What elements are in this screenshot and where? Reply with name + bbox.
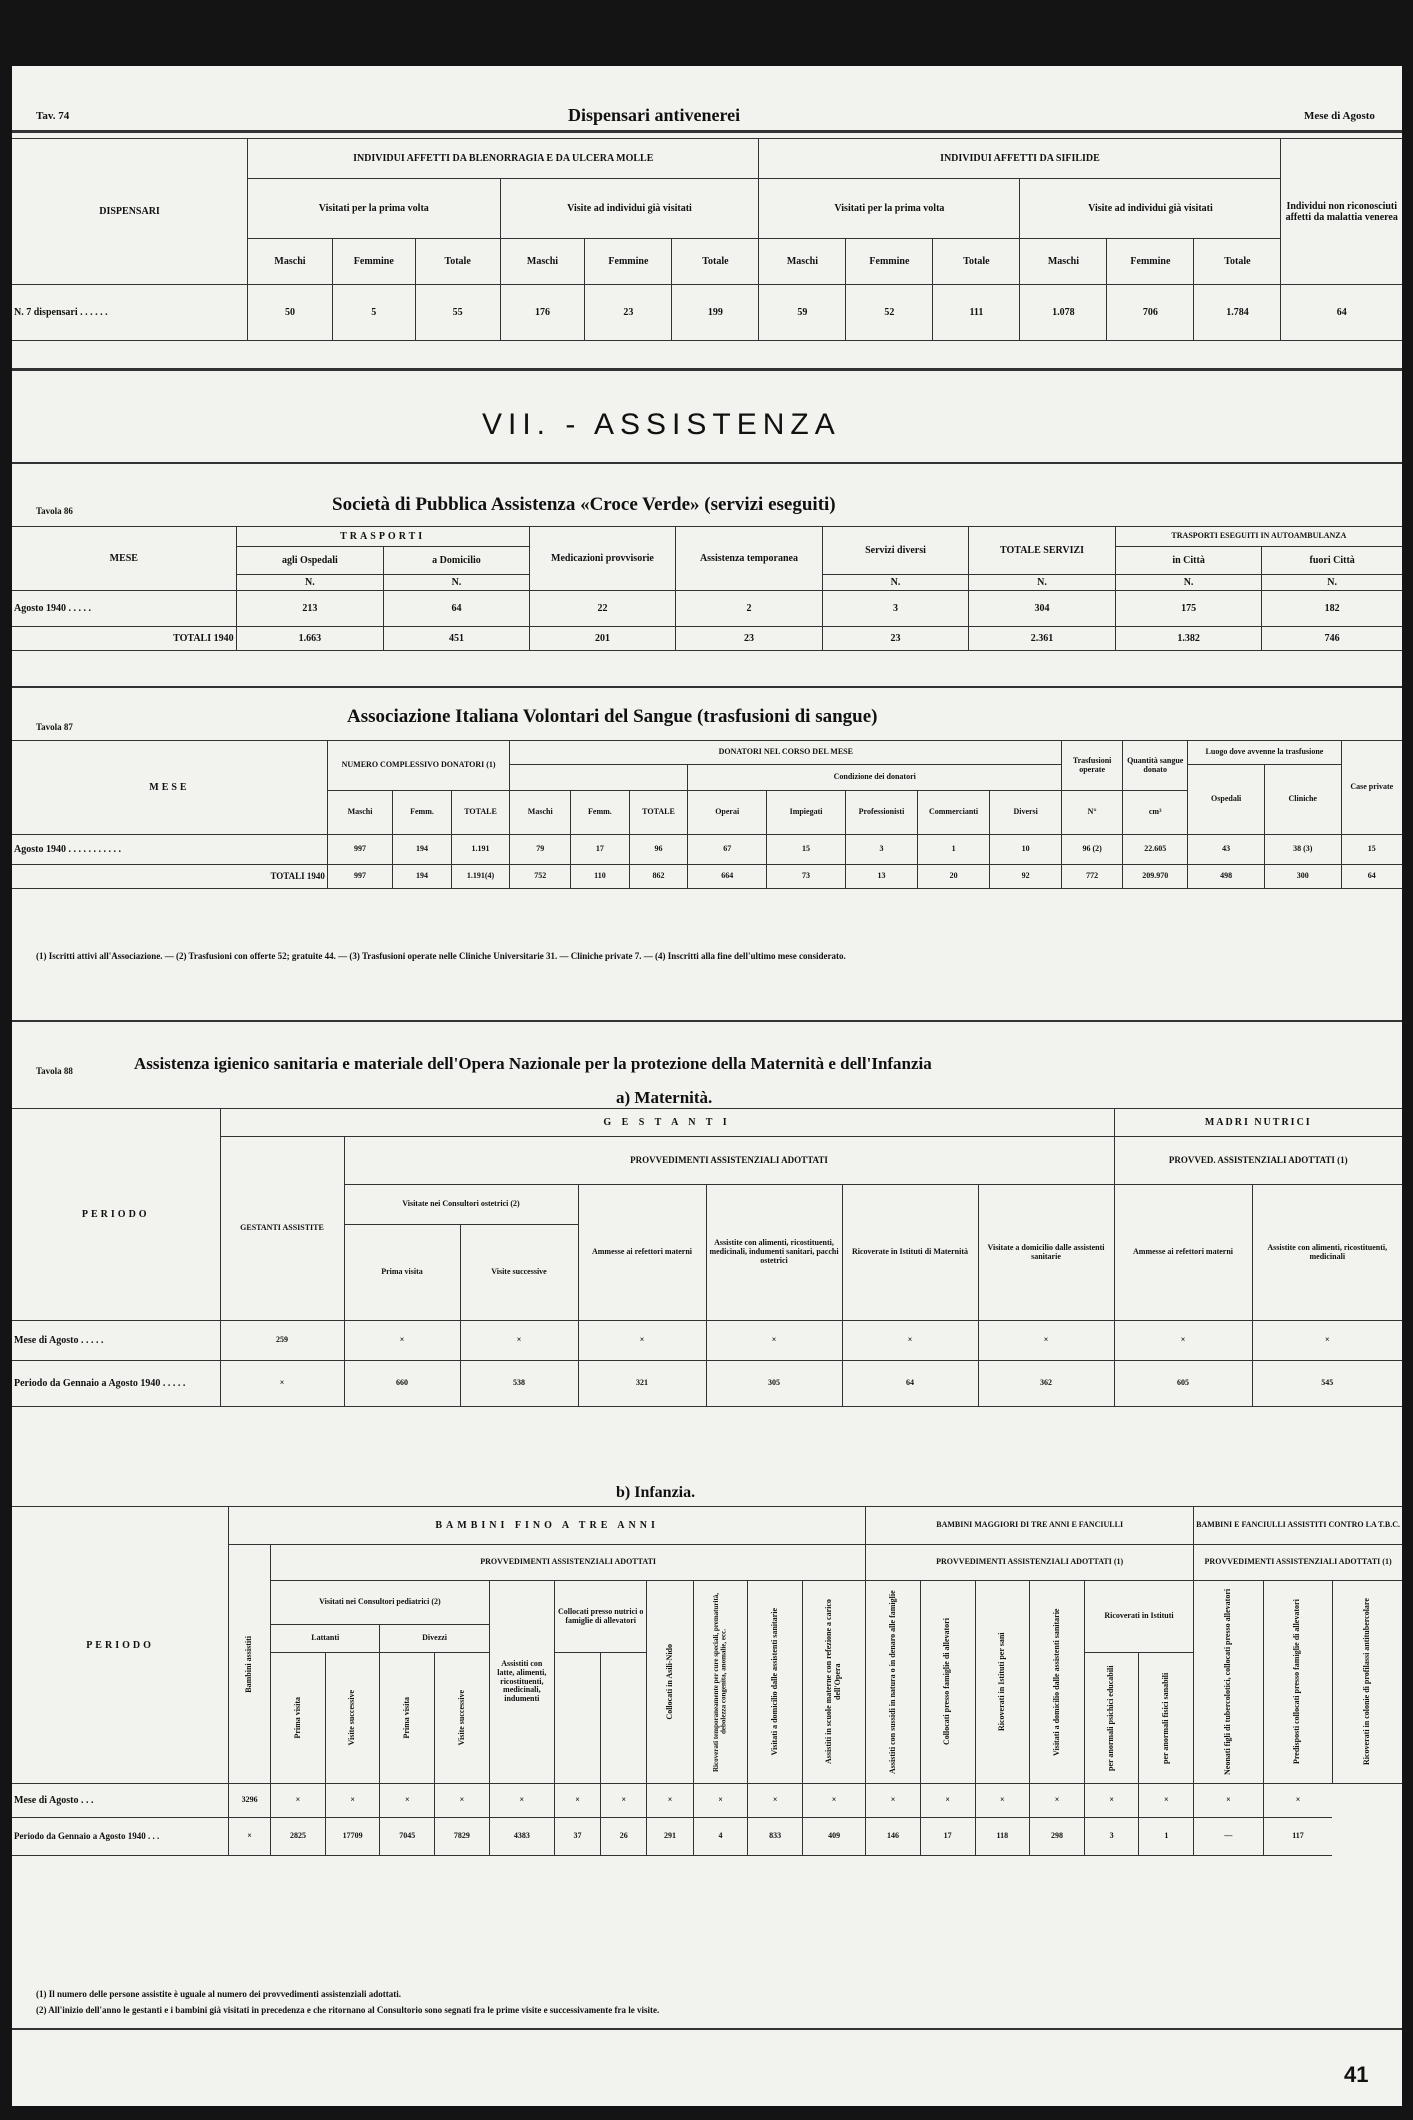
- cell: 59: [759, 285, 846, 341]
- col-n: N.: [969, 575, 1116, 591]
- col-prima-visita: [271, 1653, 326, 1784]
- cell: ×: [578, 1321, 706, 1361]
- col-mese: MESE: [12, 527, 236, 591]
- col-head: Maschi: [510, 791, 571, 835]
- cell: 706: [1107, 285, 1194, 341]
- col-assistenza: Assistenza temporanea: [676, 527, 823, 591]
- group-donatori-mese: DONATORI NEL CORSO DEL MESE: [510, 741, 1062, 765]
- col-anormali-fisici: [1139, 1653, 1194, 1784]
- cell: 175: [1115, 591, 1262, 627]
- col-head: Maschi: [759, 239, 846, 285]
- sub-gia-visitati-1: Visite ad individui già visitati: [500, 179, 759, 239]
- col-visite-successive: Visite successive: [460, 1225, 578, 1321]
- col-head: N°: [1062, 791, 1123, 835]
- cell: 146: [866, 1818, 921, 1856]
- cell: 17: [920, 1818, 975, 1856]
- tav-88-title: Assistenza igienico sanitaria e materiale dell'Opera Nazionale per la protezione della Maternità e dell'Infanzia: [134, 1054, 932, 1073]
- cell: 2825: [271, 1818, 326, 1856]
- cell: ×: [1139, 1784, 1194, 1818]
- col-visitati-domicilio-2: [1030, 1581, 1085, 1784]
- col-head: Maschi: [327, 791, 392, 835]
- group-madri: MADRI NUTRICI: [1114, 1109, 1402, 1137]
- col-dispensari: DISPENSARI: [12, 139, 248, 285]
- col-neonati: [1194, 1581, 1263, 1784]
- cell: 10: [990, 835, 1062, 865]
- col-refettori-2: Ammesse ai refettori materni: [1114, 1185, 1252, 1321]
- row-label: Agosto 1940 . . . . .: [12, 591, 236, 627]
- col-ospedali: agli Ospedali: [236, 547, 384, 575]
- vlabel: Ricoverati in colonie di profilassi antitubercolare: [1362, 1598, 1372, 1766]
- col-head: Operai: [688, 791, 767, 835]
- cell: 545: [1252, 1361, 1402, 1407]
- cell: 117: [1263, 1818, 1332, 1856]
- col-prima-visita: Prima visita: [344, 1225, 460, 1321]
- cell: 300: [1264, 865, 1341, 889]
- cell: 55: [415, 285, 500, 341]
- group-luogo: Luogo dove avvenne la trasfusione: [1188, 741, 1341, 765]
- cell: 304: [969, 591, 1116, 627]
- cell: 498: [1188, 865, 1265, 889]
- cell: 1: [1139, 1818, 1194, 1856]
- vlabel: Visite successive: [456, 1690, 466, 1746]
- group-trasporti: TRASPORTI: [236, 527, 529, 547]
- vlabel: Prima visita: [292, 1697, 302, 1739]
- table-maternita: [12, 1108, 1402, 1407]
- cell: 20: [918, 865, 990, 889]
- cell: ×: [325, 1784, 380, 1818]
- col-n: N.: [822, 575, 969, 591]
- group-autoambulanza: TRASPORTI ESEGUITI IN AUTOAMBULANZA: [1115, 527, 1402, 547]
- cell: 15: [1341, 835, 1402, 865]
- col-trasfusioni: Trasfusioni operate: [1062, 741, 1123, 791]
- document-page: [12, 66, 1402, 2106]
- rule: [12, 2028, 1402, 2030]
- cell: 64: [384, 591, 529, 627]
- row-label: Periodo da Gennaio a Agosto 1940 . . .: [12, 1818, 229, 1856]
- col-head: TOTALE: [629, 791, 688, 835]
- col-quantita: Quantità sangue donato: [1123, 741, 1188, 791]
- col-head: Femmine: [585, 239, 672, 285]
- col-visite-successive-2: [435, 1653, 490, 1784]
- row-label: Agosto 1940 . . . . . . . . . . .: [12, 835, 327, 865]
- col-domicilio: a Domicilio: [384, 547, 529, 575]
- cell: 64: [1341, 865, 1402, 889]
- t87-footnote: (1) Iscritti attivi all'Associazione. — (2) Trasfusioni con offerte 52; gratuite 44. — (3) Trasfusioni operate nelle Cliniche Universitarie 31. — Cliniche private 7. — (4) Inscritti alla fine dell'ultimo mese considerato.: [36, 951, 846, 961]
- cell: ×: [978, 1321, 1114, 1361]
- vlabel: Assistiti in scuole materne con refezione a carico dell'Opera: [824, 1599, 843, 1765]
- col-head: Professionisti: [845, 791, 917, 835]
- col-colonie: [1332, 1581, 1402, 1784]
- col-head: Femmine: [332, 239, 415, 285]
- col-head: Totale: [415, 239, 500, 285]
- tav-87-label: Tavola 87: [36, 722, 73, 732]
- row-label: Mese di Agosto . . . . .: [12, 1321, 220, 1361]
- cell: 605: [1114, 1361, 1252, 1407]
- cell: 321: [578, 1361, 706, 1407]
- spacer: [554, 1653, 600, 1784]
- col-predisposti: [1263, 1581, 1332, 1784]
- col-refettori: Ammesse ai refettori materni: [578, 1185, 706, 1321]
- cell: ×: [271, 1784, 326, 1818]
- cell: 17709: [325, 1818, 380, 1856]
- cell: 1.784: [1194, 285, 1281, 341]
- cell: 1.382: [1115, 627, 1262, 651]
- col-non-venerea: Individui non riconosciuti affetti da malattia venerea: [1281, 139, 1402, 285]
- cell: 17: [571, 835, 630, 865]
- col-ricoverati-temp: [693, 1581, 748, 1784]
- tav-86-label: Tavola 86: [36, 506, 73, 516]
- cell: 38 (3): [1264, 835, 1341, 865]
- page-number: 41: [1344, 2062, 1369, 2087]
- row-label: Mese di Agosto . . .: [12, 1784, 229, 1818]
- cell: 862: [629, 865, 688, 889]
- group-gestanti: G E S T A N T I: [220, 1109, 1114, 1137]
- tav-74-period: Mese di Agosto: [1304, 110, 1375, 122]
- group-bambini-maggiori: BAMBINI MAGGIORI DI TRE ANNI E FANCIULLI: [866, 1507, 1194, 1545]
- group-ricoverati-istituti: Ricoverati in Istituti: [1084, 1581, 1193, 1653]
- rule: [12, 1020, 1402, 1022]
- cell: 4383: [489, 1818, 554, 1856]
- cell: ×: [554, 1784, 600, 1818]
- col-head: Femmine: [846, 239, 933, 285]
- col-head: Totale: [933, 239, 1020, 285]
- col-ricoverate: Ricoverate in Istituti di Maternità: [842, 1185, 978, 1321]
- col-head: Impiegati: [767, 791, 846, 835]
- cell: ×: [1194, 1784, 1263, 1818]
- cell: 1: [918, 835, 990, 865]
- cell: 43: [1188, 835, 1265, 865]
- row-label: N. 7 dispensari . . . . . .: [12, 285, 248, 341]
- cell: ×: [748, 1784, 803, 1818]
- cell: 67: [688, 835, 767, 865]
- group-bambini-tre-anni: BAMBINI FINO A TRE ANNI: [229, 1507, 866, 1545]
- group-numero-donatori: NUMERO COMPLESSIVO DONATORI (1): [327, 741, 509, 791]
- rule: [12, 686, 1402, 688]
- cell: 997: [327, 865, 392, 889]
- cell: 194: [393, 835, 452, 865]
- cell: 2.361: [969, 627, 1116, 651]
- cell: 13: [845, 865, 917, 889]
- cell: ×: [866, 1784, 921, 1818]
- cell: ×: [229, 1818, 271, 1856]
- col-cliniche: Cliniche: [1264, 765, 1341, 835]
- group-condizione: Condizione dei donatori: [688, 765, 1062, 791]
- col-asili-nido: [647, 1581, 693, 1784]
- t88-footnote-2: (2) All'inizio dell'anno le gestanti e i bambini già visitati in precedenza e che ritornano al Consultorio sono segnati fra le prime visite e successivamente fra le visite.: [36, 2005, 660, 2015]
- cell: ×: [975, 1784, 1030, 1818]
- cell: ×: [380, 1784, 435, 1818]
- cell: 23: [676, 627, 823, 651]
- maternita-title: a) Maternità.: [616, 1088, 713, 1107]
- cell: 50: [248, 285, 333, 341]
- rule: [12, 368, 1402, 371]
- col-visitati-domicilio: [748, 1581, 803, 1784]
- vlabel: Collocati presso famiglie di allevatori: [942, 1618, 952, 1746]
- cell: ×: [344, 1321, 460, 1361]
- cell: —: [1194, 1818, 1263, 1856]
- cell: 1.191: [451, 835, 510, 865]
- cell: 52: [846, 285, 933, 341]
- col-periodo: PERIODO: [12, 1109, 220, 1321]
- col-ospedali: Ospedali: [1188, 765, 1265, 835]
- vlabel: Assistiti con sussidi in natura o in denaro alle famiglie: [887, 1590, 897, 1774]
- cell: ×: [1084, 1784, 1139, 1818]
- cell: 96: [629, 835, 688, 865]
- rule: [12, 462, 1402, 464]
- col-mese: MESE: [12, 741, 327, 835]
- label: Assistiti con latte, alimenti, ricostituenti, medicinali, indumenti: [497, 1659, 547, 1704]
- cell: 96 (2): [1062, 835, 1123, 865]
- col-head: Commercianti: [918, 791, 990, 835]
- vlabel: Neonati figli di tubercolotici, collocati presso allevatori: [1222, 1588, 1232, 1776]
- col-anormali-psichici: [1084, 1653, 1139, 1784]
- cell: 451: [384, 627, 529, 651]
- spacer: [510, 765, 688, 791]
- cell: 3: [845, 835, 917, 865]
- table-croce-verde: [12, 526, 1402, 651]
- cell: 5: [332, 285, 415, 341]
- col-scuole-materne: [802, 1581, 865, 1784]
- col-citta: in Città: [1115, 547, 1262, 575]
- cell: 209.970: [1123, 865, 1188, 889]
- col-head: cm³: [1123, 791, 1188, 835]
- cell: 664: [688, 865, 767, 889]
- col-sussidi: [866, 1581, 921, 1784]
- col-medicazioni: Medicazioni provvisorie: [529, 527, 676, 591]
- cell: 213: [236, 591, 384, 627]
- col-n: N.: [1262, 575, 1402, 591]
- vlabel: per anormali psichici educabili: [1106, 1665, 1116, 1771]
- group-consultori-pediatrici: Visitati nei Consultori pediatrici (2): [271, 1581, 490, 1625]
- cell: ×: [920, 1784, 975, 1818]
- col-bambini-assistiti: [229, 1545, 271, 1784]
- cell: 752: [510, 865, 571, 889]
- cell: 298: [1030, 1818, 1085, 1856]
- col-totale: TOTALE SERVIZI: [969, 527, 1116, 575]
- cell: 64: [1281, 285, 1402, 341]
- cell: 305: [706, 1361, 842, 1407]
- cell: ×: [489, 1784, 554, 1818]
- spacer: [601, 1653, 647, 1784]
- cell: 22.605: [1123, 835, 1188, 865]
- cell: 64: [842, 1361, 978, 1407]
- cell: ×: [601, 1784, 647, 1818]
- group-provvedimenti-3: PROVVEDIMENTI ASSISTENZIALI ADOTTATI (1): [1194, 1545, 1402, 1581]
- col-head: Femmine: [1107, 239, 1194, 285]
- infanzia-title: b) Infanzia.: [616, 1484, 696, 1501]
- cell: 118: [975, 1818, 1030, 1856]
- t88-footnote-1: (1) Il numero delle persone assistite è uguale al numero dei provvedimenti assistenziali adottati.: [36, 1989, 401, 1999]
- vlabel: Collocati in Asili-Nido: [664, 1644, 674, 1720]
- col-visite-successive: [325, 1653, 380, 1784]
- col-head: Femm.: [393, 791, 452, 835]
- tav-86-title: Società di Pubblica Assistenza «Croce Verde» (servizi eseguiti): [332, 494, 836, 515]
- cell: 23: [822, 627, 969, 651]
- cell: ×: [647, 1784, 693, 1818]
- cell: 7045: [380, 1818, 435, 1856]
- cell: 23: [585, 285, 672, 341]
- cell: 833: [748, 1818, 803, 1856]
- col-head: Totale: [1194, 239, 1281, 285]
- cell: ×: [220, 1361, 344, 1407]
- col-domicilio: Visitate a domicilio dalle assistenti sanitarie: [978, 1185, 1114, 1321]
- section-title: VII. - ASSISTENZA: [482, 408, 841, 441]
- col-head: Totale: [672, 239, 759, 285]
- cell: 291: [647, 1818, 693, 1856]
- col-head: TOTALE: [451, 791, 510, 835]
- cell: 772: [1062, 865, 1123, 889]
- sub-gia-visitati-2: Visite ad individui già visitati: [1020, 179, 1281, 239]
- col-head: Maschi: [500, 239, 585, 285]
- group-provvedimenti-2: PROVVEDIMENTI ASSISTENZIALI ADOTTATI (1): [866, 1545, 1194, 1581]
- sub-prima-volta-2: Visitati per la prima volta: [759, 179, 1020, 239]
- cell: 26: [601, 1818, 647, 1856]
- cell: 182: [1262, 591, 1402, 627]
- cell: 15: [767, 835, 846, 865]
- vlabel: per anormali fisici sanabili: [1160, 1672, 1170, 1764]
- cell: 538: [460, 1361, 578, 1407]
- cell: 176: [500, 285, 585, 341]
- cell: 259: [220, 1321, 344, 1361]
- cell: 1.191(4): [451, 865, 510, 889]
- vlabel: Ricoverati temporaneamente per cure speciali, prematurità, debolezza congenita, anomalie, ecc.: [711, 1592, 728, 1772]
- group-tbc: BAMBINI E FANCIULLI ASSISTITI CONTRO LA T.B.C.: [1194, 1507, 1402, 1545]
- col-gestanti-assistite: GESTANTI ASSISTITE: [220, 1137, 344, 1321]
- cell: 79: [510, 835, 571, 865]
- col-assistiti-latte: [489, 1581, 554, 1784]
- cell: ×: [842, 1321, 978, 1361]
- col-servizi: Servizi diversi: [822, 527, 969, 575]
- table-volontari-sangue: [12, 740, 1402, 889]
- cell: ×: [693, 1784, 748, 1818]
- col-case-private: Case private: [1341, 741, 1402, 835]
- col-assistite-2: Assistite con alimenti, ricostituenti, medicinali: [1252, 1185, 1402, 1321]
- col-head: Maschi: [248, 239, 333, 285]
- vlabel: Visite successive: [347, 1690, 357, 1746]
- row-label: TOTALI 1940: [12, 865, 327, 889]
- col-prima-visita-2: [380, 1653, 435, 1784]
- table-infanzia: [12, 1506, 1402, 1856]
- vlabel: Predisposti collocati presso famiglie di allevatori: [1292, 1599, 1302, 1765]
- col-n: N.: [1115, 575, 1262, 591]
- cell: 1.663: [236, 627, 384, 651]
- vlabel: Visitati a domicilio dalle assistenti sanitarie: [1051, 1608, 1061, 1756]
- vlabel: Bambini assistiti: [244, 1635, 254, 1693]
- vlabel: Ricoverati in Istituti per sani: [996, 1632, 1006, 1732]
- cell: 22: [529, 591, 676, 627]
- col-head: Maschi: [1020, 239, 1107, 285]
- tav-74-title: Dispensari antivenerei: [568, 105, 741, 125]
- group-consultori: Visitate nei Consultori ostetrici (2): [344, 1185, 578, 1225]
- row-label: Periodo da Gennaio a Agosto 1940 . . . . .: [12, 1361, 220, 1407]
- group-provvedimenti: PROVVEDIMENTI ASSISTENZIALI ADOTTATI: [344, 1137, 1114, 1185]
- cell: 73: [767, 865, 846, 889]
- vlabel: Prima visita: [401, 1697, 411, 1739]
- col-istituti-sani: [975, 1581, 1030, 1784]
- group-blenorragia: INDIVIDUI AFFETTI DA BLENORRAGIA E DA ULCERA MOLLE: [248, 139, 759, 179]
- col-head: Femm.: [571, 791, 630, 835]
- sub-prima-volta-1: Visitati per la prima volta: [248, 179, 501, 239]
- col-assistite: Assistite con alimenti, ricostituenti, medicinali, indumenti sanitari, pacchi ostetrici: [706, 1185, 842, 1321]
- group-provvedimenti-2: PROVVED. ASSISTENZIALI ADOTTATI (1): [1114, 1137, 1402, 1185]
- col-fuori-citta: fuori Città: [1262, 547, 1402, 575]
- cell: 194: [393, 865, 452, 889]
- cell: 660: [344, 1361, 460, 1407]
- tav-74-label: Tav. 74: [36, 110, 70, 122]
- cell: 7829: [435, 1818, 490, 1856]
- row-label: TOTALI 1940: [12, 627, 236, 651]
- cell: 3: [822, 591, 969, 627]
- cell: ×: [706, 1321, 842, 1361]
- cell: ×: [435, 1784, 490, 1818]
- cell: 1.078: [1020, 285, 1107, 341]
- cell: ×: [460, 1321, 578, 1361]
- vlabel: Visitati a domicilio dalle assistenti sanitarie: [769, 1608, 779, 1756]
- tav-88-label: Tavola 88: [36, 1066, 73, 1076]
- tav-87-title: Associazione Italiana Volontari del Sangue (trasfusioni di sangue): [347, 706, 878, 727]
- cell: ×: [1263, 1784, 1332, 1818]
- cell: 4: [693, 1818, 748, 1856]
- cell: ×: [1114, 1321, 1252, 1361]
- cell: ×: [1030, 1784, 1085, 1818]
- cell: 997: [327, 835, 392, 865]
- cell: 3: [1084, 1818, 1139, 1856]
- cell: 37: [554, 1818, 600, 1856]
- col-n: N.: [236, 575, 384, 591]
- col-periodo: PERIODO: [12, 1507, 229, 1784]
- cell: 746: [1262, 627, 1402, 651]
- cell: 199: [672, 285, 759, 341]
- cell: 3296: [229, 1784, 271, 1818]
- cell: ×: [1252, 1321, 1402, 1361]
- cell: 110: [571, 865, 630, 889]
- col-collocati-allevatori: [920, 1581, 975, 1784]
- cell: 409: [802, 1818, 865, 1856]
- cell: ×: [802, 1784, 865, 1818]
- group-sifilide: INDIVIDUI AFFETTI DA SIFILIDE: [759, 139, 1281, 179]
- cell: 111: [933, 285, 1020, 341]
- cell: 2: [676, 591, 823, 627]
- cell: 201: [529, 627, 676, 651]
- group-collocati: Collocati presso nutrici o famiglie di allevatori: [554, 1581, 647, 1653]
- rule: [12, 130, 1402, 133]
- cell: 92: [990, 865, 1062, 889]
- group-provvedimenti-1: PROVVEDIMENTI ASSISTENZIALI ADOTTATI: [271, 1545, 866, 1581]
- group-lattanti: Lattanti: [271, 1625, 380, 1653]
- col-head: Diversi: [990, 791, 1062, 835]
- cell: 362: [978, 1361, 1114, 1407]
- col-n: N.: [384, 575, 529, 591]
- group-divezzi: Divezzi: [380, 1625, 489, 1653]
- table-dispensari: [12, 138, 1402, 341]
